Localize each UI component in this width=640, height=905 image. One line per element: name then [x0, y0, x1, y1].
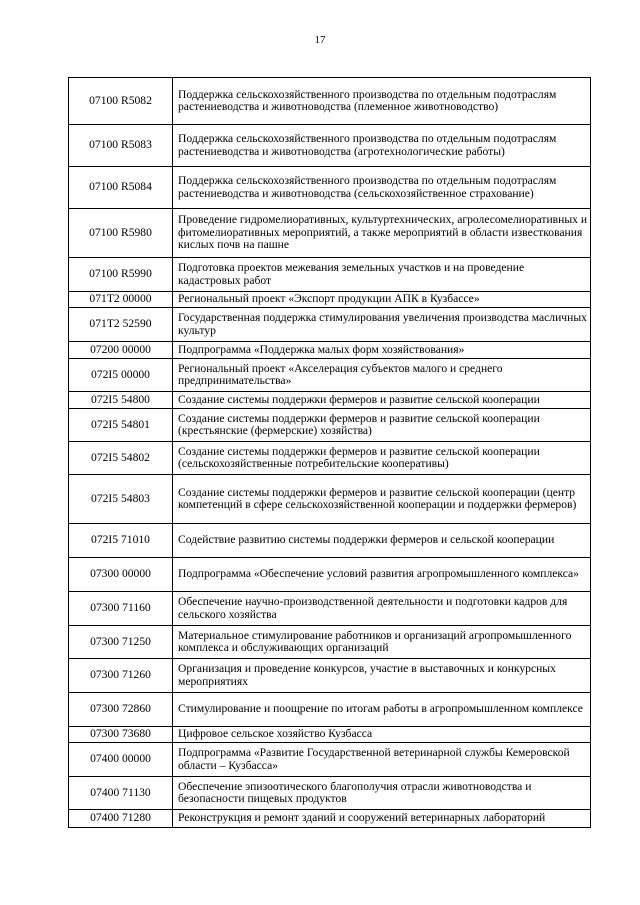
table-row [69, 810, 591, 828]
row-code: 071T2 00000 [69, 292, 173, 308]
row-code: 07400 71130 [69, 777, 173, 810]
row-code: 072I5 54803 [69, 475, 173, 524]
table-row [69, 592, 591, 626]
row-description: Подпрограмма «Поддержка малых форм хозяйствования» [173, 342, 591, 359]
table-body [69, 78, 591, 828]
row-description: Поддержка сельскохозяйственного производства по отдельным подотраслям растениеводства и животноводства (агротехнологические работы) [173, 125, 591, 167]
row-code: 072I5 71010 [69, 524, 173, 558]
row-code: 07300 71250 [69, 626, 173, 659]
row-description: Создание системы поддержки фермеров и развитие сельской кооперации [173, 392, 591, 409]
row-code: 07100 R5990 [69, 258, 173, 292]
table-row [69, 558, 591, 592]
table-row [69, 475, 591, 524]
row-code: 072I5 54801 [69, 409, 173, 442]
table-row [69, 777, 591, 810]
row-description: Создание системы поддержки фермеров и развитие сельской кооперации (сельскохозяйственные потребительские кооперативы) [173, 442, 591, 475]
row-description: Реконструкция и ремонт зданий и сооружений ветеринарных лабораторий [173, 810, 591, 828]
row-code: 07400 00000 [69, 743, 173, 777]
row-description: Цифровое сельское хозяйство Кузбасса [173, 727, 591, 743]
row-description: Поддержка сельскохозяйственного производства по отдельным подотраслям растениеводства и животноводства (племенное животноводство) [173, 78, 591, 125]
row-code: 07200 00000 [69, 342, 173, 359]
page-number: 17 [314, 34, 326, 46]
row-code: 07300 00000 [69, 558, 173, 592]
row-description: Подготовка проектов межевания земельных участков и на проведение кадастровых работ [173, 258, 591, 292]
row-description: Содействие развитию системы поддержки фермеров и сельской кооперации [173, 524, 591, 558]
row-description: Проведение гидромелиоративных, культуртехнических, агролесомелиоративных и фитомелиоративных мероприятий, а также мероприятий в области известкования кислых почв на пашне [173, 209, 591, 258]
row-description: Создание системы поддержки фермеров и развитие сельской кооперации (центр компетенций в сфере сельскохозяйственной кооперации и поддержки фермеров) [173, 475, 591, 524]
row-description: Создание системы поддержки фермеров и развитие сельской кооперации (крестьянские (фермерские) хозяйства) [173, 409, 591, 442]
row-code: 071T2 52590 [69, 308, 173, 342]
row-description: Организация и проведение конкурсов, участие в выставочных и конкурсных мероприятиях [173, 659, 591, 693]
row-code: 07300 73680 [69, 727, 173, 743]
table-row [69, 125, 591, 167]
table-row [69, 258, 591, 292]
row-code: 07300 72860 [69, 693, 173, 727]
table-row [69, 167, 591, 209]
table-row [69, 359, 591, 392]
row-code: 072I5 00000 [69, 359, 173, 392]
row-code: 07300 71260 [69, 659, 173, 693]
row-description: Стимулирование и поощрение по итогам работы в агропромышленном комплексе [173, 693, 591, 727]
table-row [69, 342, 591, 359]
table-row [69, 292, 591, 308]
row-code: 07100 R5082 [69, 78, 173, 125]
table-row [69, 409, 591, 442]
table-row [69, 78, 591, 125]
row-description: Подпрограмма «Обеспечение условий развития агропромышленного комплекса» [173, 558, 591, 592]
table-row [69, 727, 591, 743]
row-description: Обеспечение эпизоотического благополучия отрасли животноводства и безопасности пищевых продуктов [173, 777, 591, 810]
row-description: Поддержка сельскохозяйственного производства по отдельным подотраслям растениеводства и животноводства (сельскохозяйственное страхование) [173, 167, 591, 209]
table-row [69, 693, 591, 727]
row-description: Региональный проект «Экспорт продукции АПК в Кузбассе» [173, 292, 591, 308]
budget-codes-table [68, 77, 591, 828]
row-code: 072I5 54800 [69, 392, 173, 409]
row-code: 07100 R5980 [69, 209, 173, 258]
table-row [69, 626, 591, 659]
row-description: Государственная поддержка стимулирования увеличения производства масличных культур [173, 308, 591, 342]
table-row [69, 392, 591, 409]
table-row [69, 209, 591, 258]
row-description: Региональный проект «Акселерация субъектов малого и среднего предпринимательства» [173, 359, 591, 392]
table-row [69, 659, 591, 693]
row-code: 07300 71160 [69, 592, 173, 626]
row-code: 072I5 54802 [69, 442, 173, 475]
row-description: Подпрограмма «Развитие Государственной ветеринарной службы Кемеровской области – Кузбасса» [173, 743, 591, 777]
table-row [69, 442, 591, 475]
table-row [69, 743, 591, 777]
table-row [69, 524, 591, 558]
row-code: 07400 71280 [69, 810, 173, 828]
row-description: Обеспечение научно-производственной деятельности и подготовки кадров для сельского хозяйства [173, 592, 591, 626]
row-code: 07100 R5084 [69, 167, 173, 209]
row-code: 07100 R5083 [69, 125, 173, 167]
table-row [69, 308, 591, 342]
row-description: Материальное стимулирование работников и организаций агропромышленного комплекса и обслуживающих организаций [173, 626, 591, 659]
